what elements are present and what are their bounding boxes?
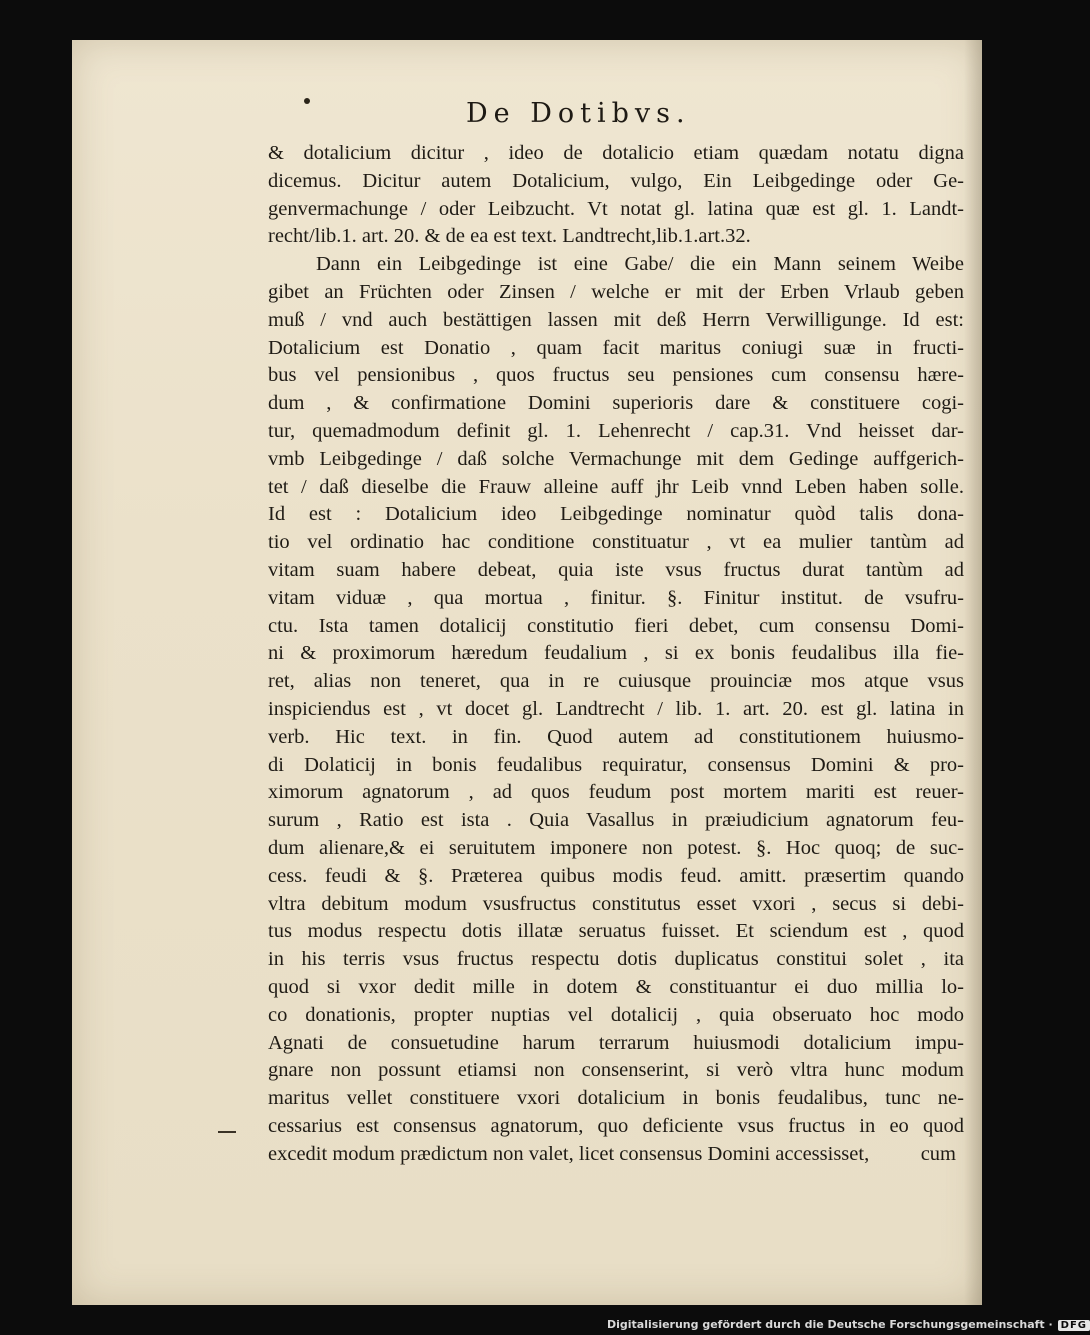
text-line: dum , & confirmatione Domini superioris dare & constituere cogi-	[268, 392, 964, 415]
text-line: tur, quemadmodum definit gl. 1. Lehenrecht / cap.31. Vnd heisset dar-	[268, 419, 964, 442]
text-line: vltra debitum modum vsusfructus constitutus esset vxori , secus si debi-	[268, 892, 964, 915]
text-line: di Dolaticij in bonis feudalibus requiratur, consensus Domini & pro-	[268, 753, 964, 776]
text-line: tet / daß dieselbe die Frauw alleine auff jhr Leib vnnd Leben haben solle.	[268, 475, 964, 498]
digitization-footer	[607, 1318, 1090, 1331]
text-line: verb. Hic text. in fin. Quod autem ad constitutionem huiusmo-	[268, 725, 964, 748]
text-line: Agnati de consuetudine harum terrarum huiusmodi dotalicium impu-	[268, 1031, 964, 1054]
text-line: vitam viduæ , qua mortua , finitur. §. Finitur institut. de vsufru-	[268, 586, 964, 609]
text-line: Dann ein Leibgedinge ist eine Gabe/ die ein Mann seinem Weibe	[316, 253, 964, 276]
text-line: tus modus respectu dotis illatæ seruatus fuisset. Et sciendum est , quod	[268, 920, 964, 943]
text-line: dicemus. Dicitur autem Dotalicium, vulgo, Ein Leibgedinge oder Ge-	[268, 169, 964, 192]
text-line: vmb Leibgedinge / daß solche Vermachunge mit dem Gedinge auffgerich-	[268, 447, 964, 470]
text-line: ni & proximorum hæredum feudalium , si ex bonis feudalibus illa fie-	[268, 642, 964, 665]
text-line: genvermachunge / oder Leibzucht. Vt notat gl. latina quæ est gl. 1. Landt-	[268, 197, 964, 220]
catchword: cum	[920, 1143, 956, 1165]
footer-text: Digitalisierung gefördert durch die Deutsche Forschungsgemeinschaft ·	[607, 1318, 1053, 1331]
text-line: ctu. Ista tamen dotalicij constitutio fieri debet, cum consensu Domi-	[268, 614, 964, 637]
margin-mark	[218, 1131, 236, 1133]
text-line: Dotalicium est Donatio , quam facit maritus coniugi suæ in fructi-	[268, 336, 964, 359]
text-line: excedit modum prædictum non valet, licet consensus Domini accessisset,	[268, 1142, 870, 1165]
text-line: vitam suam habere debeat, quia iste vsus fructus durat tantùm ad	[268, 558, 964, 581]
text-line: maritus vellet constituere vxori dotalicium in bonis feudalibus, tunc ne-	[268, 1087, 964, 1110]
text-line: & dotalicium dicitur , ideo de dotalicio etiam quædam notatu digna	[268, 142, 964, 164]
text-line: tio vel ordinatio hac conditione constituatur , vt ea mulier tantùm ad	[268, 531, 964, 554]
text-line: ret, alias non teneret, qua in re cuiusque prouinciæ mos atque vsus	[268, 670, 964, 693]
text-line: cessarius est consensus agnatorum, quo deficiente vsus fructus in eo quod	[268, 1114, 964, 1137]
running-head: De Dotibvs.	[466, 98, 691, 129]
body-text	[268, 140, 964, 1168]
text-line: muß / vnd auch bestättigen lassen mit deß Herrn Verwilligunge. Id est:	[268, 308, 964, 331]
text-line: cess. feudi & §. Præterea quibus modis feud. amitt. præsertim quando	[268, 864, 964, 887]
text-line: quod si vxor dedit mille in dotem & constituantur ei duo millia lo-	[268, 975, 964, 998]
ink-spot	[304, 98, 310, 104]
text-line: bus vel pensionibus , quos fructus seu pensiones cum consensu hære-	[268, 364, 964, 387]
text-line: gibet an Früchten oder Zinsen / welche er mit der Erben Vrlaub geben	[268, 280, 964, 303]
dfg-logo: DFG	[1058, 1320, 1090, 1331]
text-line: gnare non possunt etiamsi non consenserint, si verò vltra hunc modum	[268, 1059, 964, 1082]
text-line: inspiciendus est , vt docet gl. Landtrecht / lib. 1. art. 20. est gl. latina in	[268, 697, 964, 720]
text-line: ximorum agnatorum , ad quos feudum post mortem mariti est reuer-	[268, 781, 964, 804]
text-line: Id est : Dotalicium ideo Leibgedinge nominatur quòd talis dona-	[268, 503, 964, 526]
text-line: co donationis, propter nuptias vel dotalicij , quia obseruato hoc modo	[268, 1003, 964, 1026]
text-line: surum , Ratio est ista . Quia Vasallus in præiudicium agnatorum feu-	[268, 809, 964, 832]
text-line: dum alienare,& ei seruitutem imponere non potest. §. Hoc quoq; de suc-	[268, 836, 964, 859]
text-line: recht/lib.1. art. 20. & de ea est text. Landtrecht,lib.1.art.32.	[268, 225, 751, 248]
text-line: in his terris vsus fructus respectu dotis duplicatus constitui solet , ita	[268, 948, 964, 971]
